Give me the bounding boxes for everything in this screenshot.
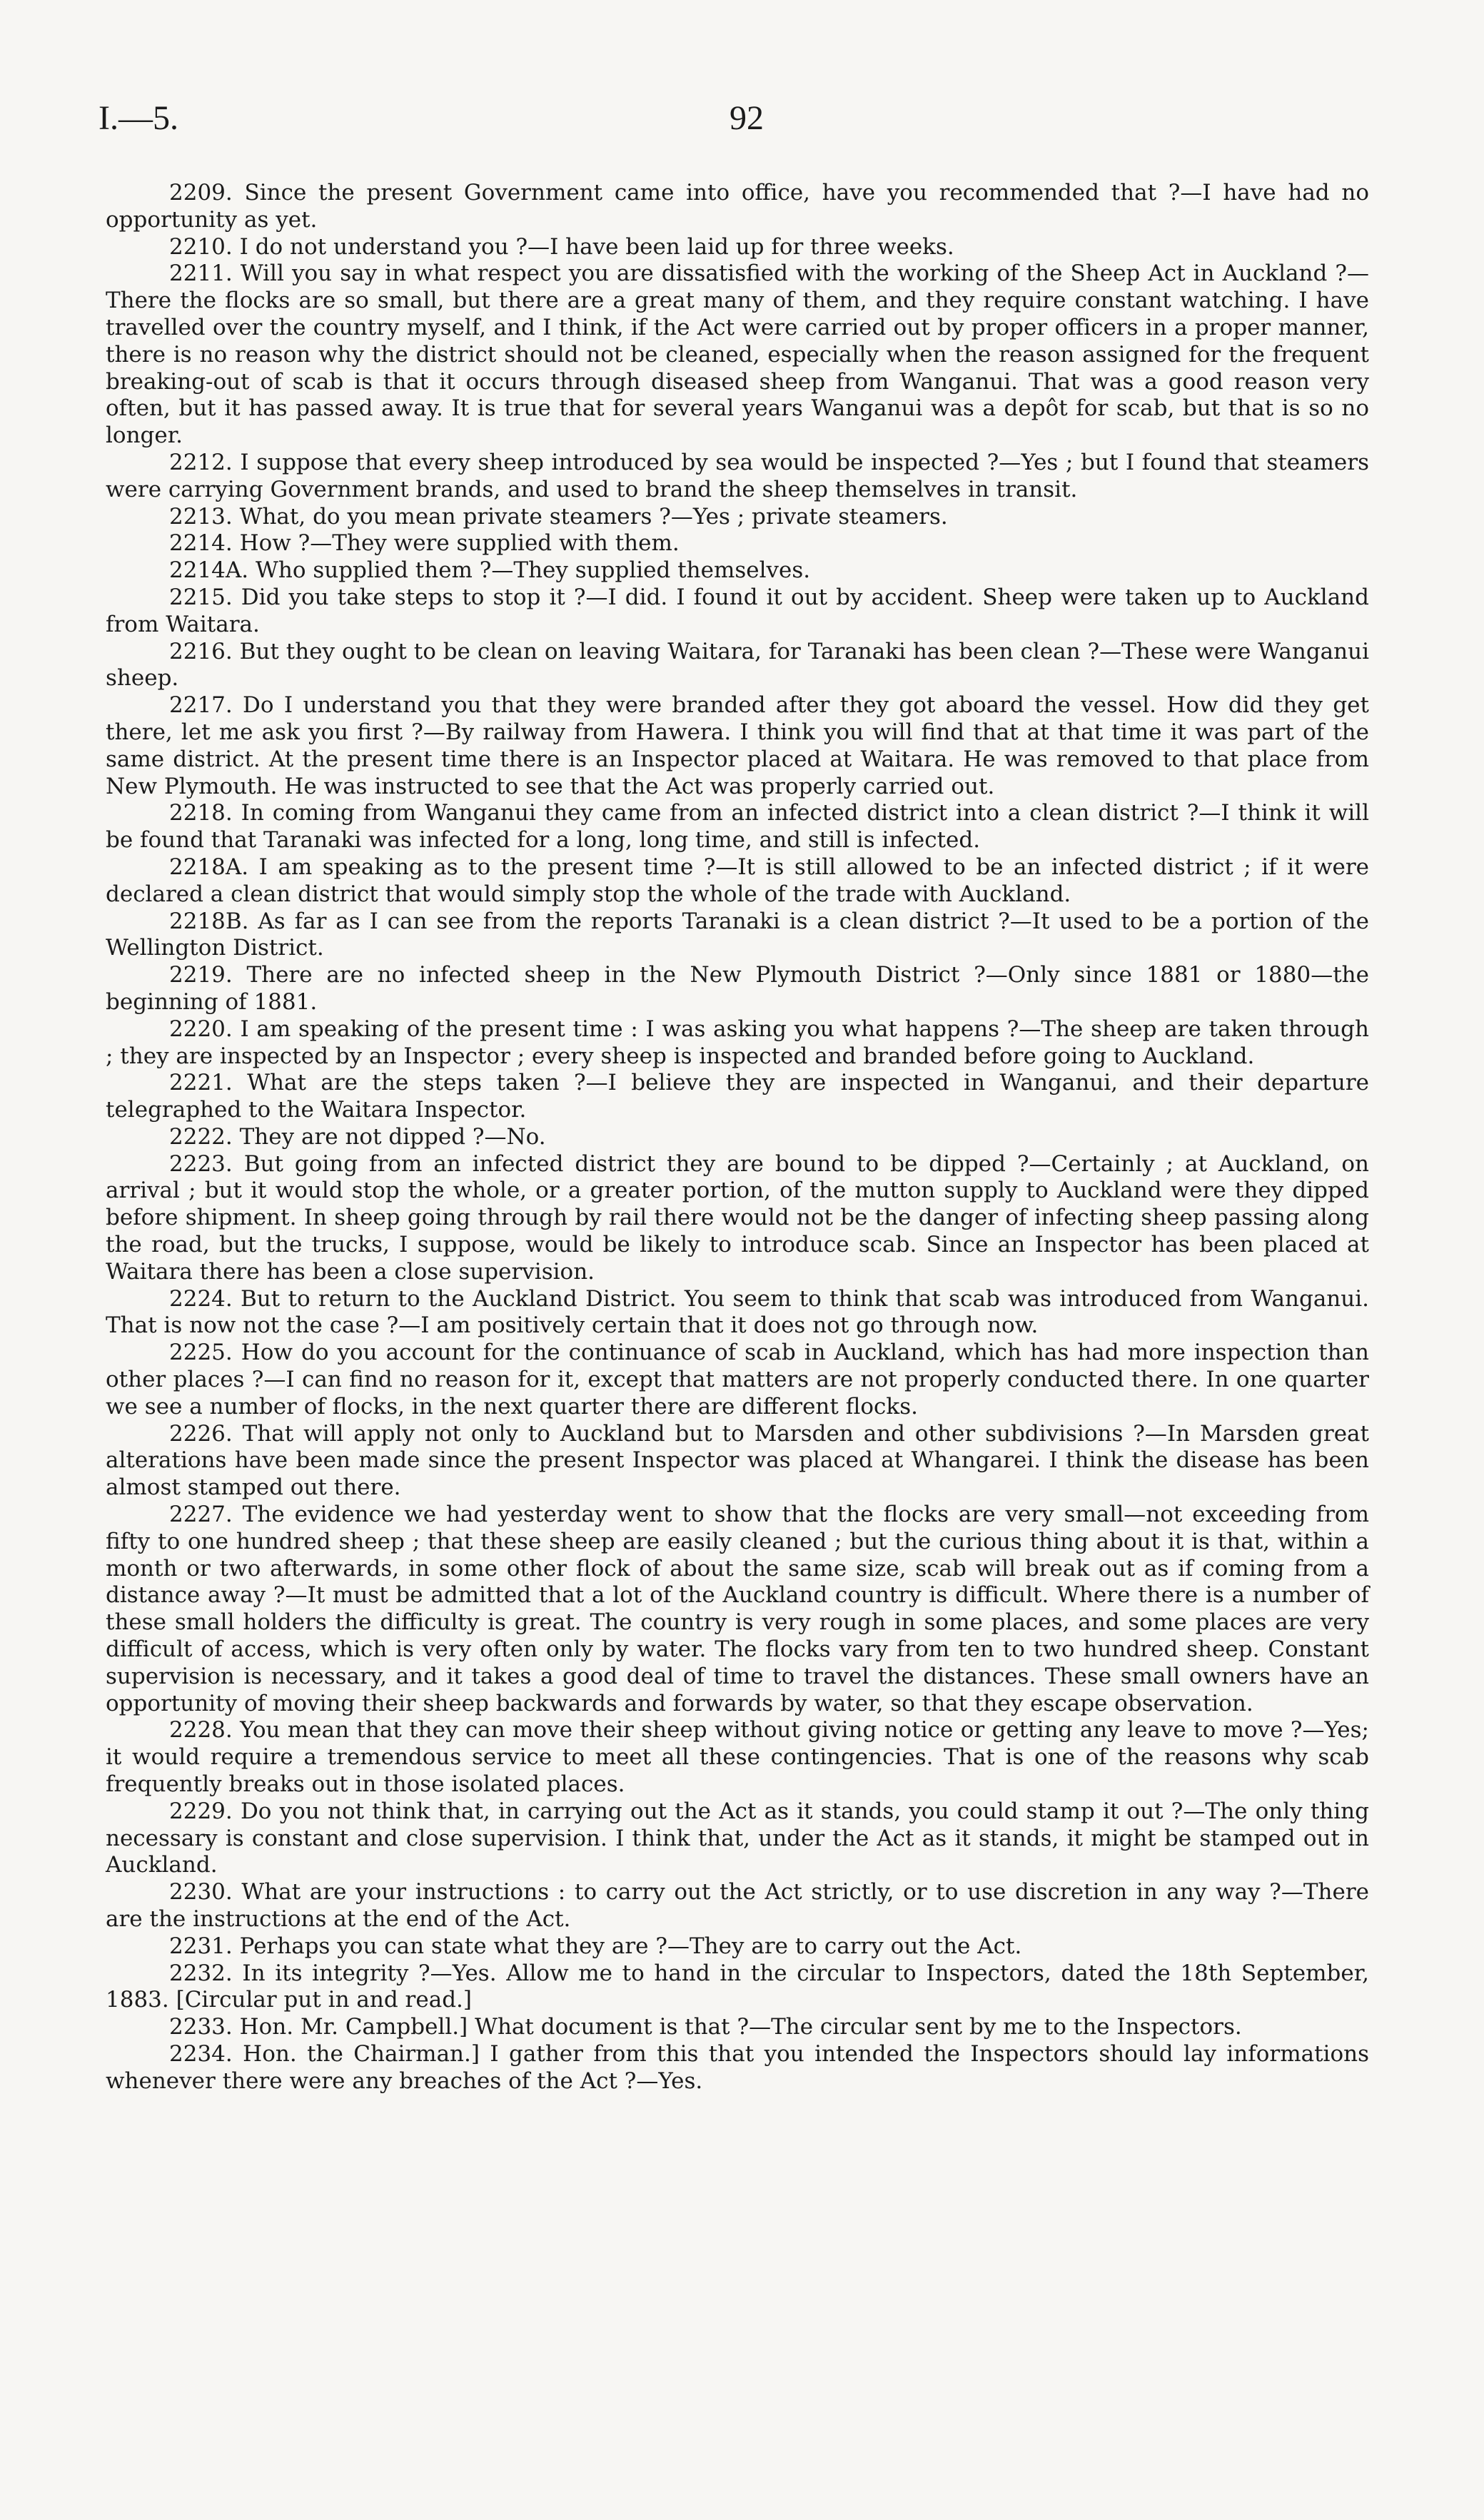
paragraph-2222: 2222. They are not dipped ?—No.: [169, 1123, 546, 1150]
paragraph-2209: 2209. Since the present Government came into office, have you recommended that ?—I have had no opportunity as yet.: [106, 180, 1369, 233]
paragraph-2230: 2230. What are your instructions : to carry out the Act strictly, or to use discretion in any way ?—There are the instructions at the end of the Act.: [106, 1879, 1369, 1932]
page-header: [0, 98, 1484, 148]
paragraph-2218a: 2218A. I am speaking as to the present time ?—It is still allowed to be an infected district ; if it were declared a clean district that would simply stop the whole of the trade with Auckland.: [106, 854, 1369, 907]
paragraph-2229: 2229. Do you not think that, in carrying out the Act as it stands, you could stamp it out ?—The only thing necessary is constant and close supervision. I think that, under the Act as it stands, it might be stamped out in Auckland.: [106, 1798, 1369, 1878]
page-number: 92: [730, 99, 764, 137]
paragraph-2218: 2218. In coming from Wanganui they came from an infected district into a clean district ?—I think it will be found that Taranaki was infected for a long, long time, and still is infected.: [106, 800, 1369, 854]
paragraph-2215: 2215. Did you take steps to stop it ?—I did. I found it out by accident. Sheep were taken up to Auckland from Waitara.: [106, 584, 1369, 637]
paragraph-2217: 2217. Do I understand you that they were branded after they got aboard the vessel. How did they get there, let me ask you first ?—By railway from Hawera. I think you will find that at that time it was part of the same district. At the present time there is an Inspector placed at Waitara. He was removed to that place from New Plymouth. He was instructed to see that the Act was properly carried out.: [106, 692, 1369, 799]
paragraph-2221: 2221. What are the steps taken ?—I believe they are inspected in Wanganui, and their departure telegraphed to the Waitara Inspector.: [106, 1070, 1369, 1123]
paragraph-2225: 2225. How do you account for the continuance of scab in Auckland, which has had more inspection than other places ?—I can find no reason for it, except that matters are not properly conducted there. In one quarter we see a number of flocks, in the next quarter there are different flocks.: [106, 1340, 1369, 1420]
document-reference: I.—5.: [99, 99, 178, 137]
paragraph-2226: 2226. That will apply not only to Auckland but to Marsden and other subdivisions ?—In Marsden great alterations have been made since the present Inspector was placed at Whangarei. I think the disease has been almost stamped out there.: [106, 1420, 1369, 1501]
paragraph-2212: 2212. I suppose that every sheep introduced by sea would be inspected ?—Yes ; but I found that steamers were carrying Government brands, and used to brand the sheep themselves in transit.: [106, 449, 1369, 502]
paragraph-2224: 2224. But to return to the Auckland District. You seem to think that scab was introduced from Wanganui. That is now not the case ?—I am positively certain that it does not go through now.: [106, 1285, 1369, 1339]
paragraph-2216: 2216. But they ought to be clean on leaving Waitara, for Taranaki has been clean ?—These were Wanganui sheep.: [106, 638, 1369, 692]
paragraph-2210: 2210. I do not understand you ?—I have been laid up for three weeks.: [169, 233, 954, 260]
paragraph-2211: 2211. Will you say in what respect you are dissatisfied with the working of the Sheep Act in Auckland ?—There the flocks are so small, but there are a great many of them, and they require constant watching. I have travelled over the country myself, and I think, if the Act were carried out by proper officers in a proper manner, there is no reason why the district should not be cleaned, especially when the reason assigned for the frequent breaking-out of scab is that it occurs through diseased sheep from Wanganui. That was a good reason very often, but it has passed away. It is true that for several years Wanganui was a depôt for scab, but that is so no longer.: [106, 260, 1369, 449]
paragraph-2214: 2214. How ?—They were supplied with them.: [169, 530, 680, 557]
paragraph-2218b: 2218B. As far as I can see from the reports Taranaki is a clean district ?—It used to be a portion of the Wellington District.: [106, 908, 1369, 961]
evidence-body: [106, 180, 1369, 2095]
paragraph-2223: 2223. But going from an infected district they are bound to be dipped ?—Certainly ; at Auckland, on arrival ; but it would stop the whole, or a greater portion, of the mutton supply to Auckland were they dipped before shipment. In sheep going through by rail there would not be the danger of infecting sheep passing along the road, but the trucks, I suppose, would be likely to introduce scab. Since an Inspector has been placed at Waitara there has been a close supervision.: [106, 1150, 1369, 1285]
paragraph-2233: 2233. Hon. Mr. Campbell.] What document is that ?—The circular sent by me to the Inspectors.: [169, 2014, 1242, 2040]
paragraph-2231: 2231. Perhaps you can state what they are ?—They are to carry out the Act.: [169, 1933, 1022, 1959]
paragraph-2214a: 2214A. Who supplied them ?—They supplied themselves.: [169, 557, 811, 584]
paragraph-2228: 2228. You mean that they can move their sheep without giving notice or getting any leave to move ?—Yes; it would require a tremendous service to meet all these contingencies. That is one of the reasons why scab frequently breaks out in those isolated places.: [106, 1717, 1369, 1798]
paragraph-2227: 2227. The evidence we had yesterday went to show that the flocks are very small—not exceeding from fifty to one hundred sheep ; that these sheep are easily cleaned ; but the curious thing about it is that, within a month or two afterwards, in some other flock of about the same size, scab will break out as if coming from a distance away ?—It must be admitted that a lot of the Auckland country is difficult. Where there is a number of these small holders the difficulty is great. The country is very rough in some places, and some places are very difficult of access, which is very often only by water. The flocks vary from ten to two hundred sheep. Constant supervision is necessary, and it takes a good deal of time to travel the distances. These small owners have an opportunity of moving their sheep backwards and forwards by water, so that they escape observation.: [106, 1502, 1369, 1716]
paragraph-2232: 2232. In its integrity ?—Yes. Allow me to hand in the circular to Inspectors, dated the 18th September, 1883. [Circular put in and read.]: [106, 1960, 1369, 2013]
paragraph-2213: 2213. What, do you mean private steamers ?—Yes ; private steamers.: [169, 503, 948, 530]
paragraph-2220: 2220. I am speaking of the present time : I was asking you what happens ?—The sheep are taken through ; they are inspected by an Inspector ; every sheep is inspected and branded before going to Auckland.: [106, 1016, 1369, 1069]
paragraph-2234: 2234. Hon. the Chairman.] I gather from this that you intended the Inspectors should lay informations whenever there were any breaches of the Act ?—Yes.: [106, 2040, 1369, 2094]
paragraph-2219: 2219. There are no infected sheep in the New Plymouth District ?—Only since 1881 or 1880—the beginning of 1881.: [106, 962, 1369, 1015]
